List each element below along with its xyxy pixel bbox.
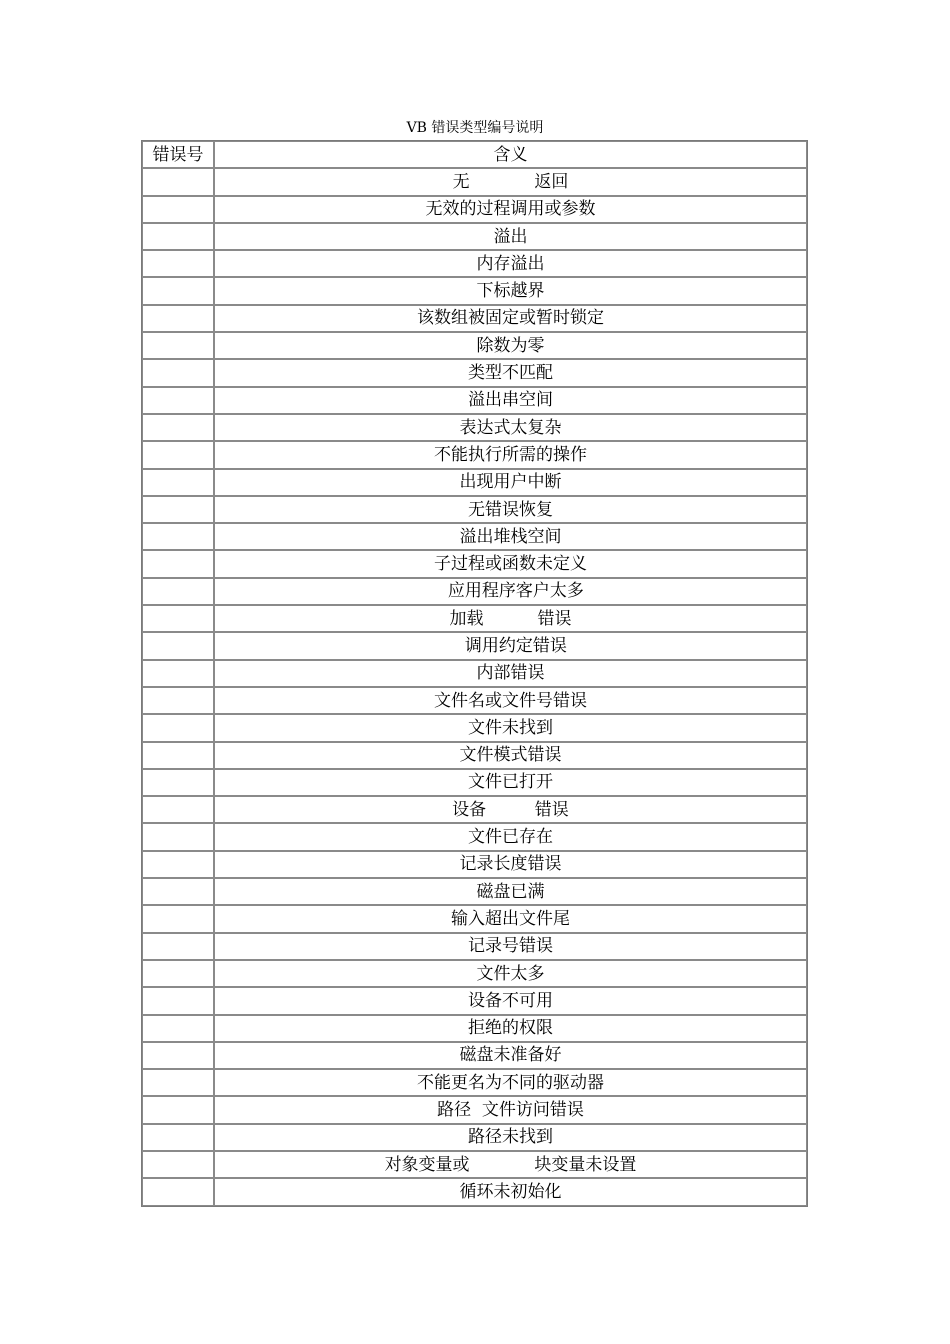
- error-number-cell: [142, 441, 214, 468]
- table-row: [142, 305, 807, 332]
- meaning-cell: 文件已存在: [214, 823, 807, 850]
- table-row: [142, 905, 807, 932]
- meaning-cell: 文件已打开: [214, 769, 807, 796]
- error-number-cell: [142, 714, 214, 741]
- error-number-cell: [142, 332, 214, 359]
- meaning-cell: 出现用户中断: [214, 469, 807, 496]
- table-row: [142, 196, 807, 223]
- table-row: [142, 223, 807, 250]
- meaning-cell: 无 返回: [214, 168, 807, 195]
- meaning-cell: 磁盘未准备好: [214, 1042, 807, 1069]
- meaning-cell: 溢出: [214, 223, 807, 250]
- meaning-cell: 设备 错误: [214, 796, 807, 823]
- meaning-cell: 应用程序客户太多: [214, 578, 807, 605]
- meaning-cell: 文件未找到: [214, 714, 807, 741]
- meaning-cell: 对象变量或 块变量未设置: [214, 1151, 807, 1178]
- meaning-cell: 文件模式错误: [214, 742, 807, 769]
- header-error-number: 错误号: [142, 141, 214, 168]
- table-row: [142, 660, 807, 687]
- meaning-cell: 记录长度错误: [214, 851, 807, 878]
- meaning-cell: 无错误恢复: [214, 496, 807, 523]
- meaning-cell: 文件名或文件号错误: [214, 687, 807, 714]
- error-number-cell: [142, 660, 214, 687]
- meaning-cell: 加载 错误: [214, 605, 807, 632]
- meaning-cell: 输入超出文件尾: [214, 905, 807, 932]
- error-number-cell: [142, 687, 214, 714]
- meaning-cell: 不能执行所需的操作: [214, 441, 807, 468]
- error-number-cell: [142, 414, 214, 441]
- meaning-cell: 下标越界: [214, 277, 807, 304]
- error-number-cell: [142, 1096, 214, 1123]
- meaning-cell: 磁盘已满: [214, 878, 807, 905]
- error-number-cell: [142, 523, 214, 550]
- error-number-cell: [142, 1042, 214, 1069]
- table-row: [142, 933, 807, 960]
- table-row: [142, 769, 807, 796]
- table-row: [142, 387, 807, 414]
- table-row: [142, 441, 807, 468]
- error-code-table: [141, 140, 808, 1207]
- table-row: [142, 632, 807, 659]
- error-number-cell: [142, 933, 214, 960]
- error-number-cell: [142, 851, 214, 878]
- table-row: [142, 605, 807, 632]
- meaning-cell: 除数为零: [214, 332, 807, 359]
- error-number-cell: [142, 305, 214, 332]
- table-row: [142, 1042, 807, 1069]
- table-row: [142, 523, 807, 550]
- meaning-cell: 不能更名为不同的驱动器: [214, 1069, 807, 1096]
- meaning-cell: 路径 文件访问错误: [214, 1096, 807, 1123]
- error-number-cell: [142, 1015, 214, 1042]
- table-row: [142, 960, 807, 987]
- error-number-cell: [142, 578, 214, 605]
- meaning-cell: 文件太多: [214, 960, 807, 987]
- table-header: [142, 141, 807, 168]
- error-number-cell: [142, 769, 214, 796]
- table-row: [142, 550, 807, 577]
- error-number-cell: [142, 796, 214, 823]
- error-number-cell: [142, 632, 214, 659]
- meaning-cell: 调用约定错误: [214, 632, 807, 659]
- error-number-cell: [142, 387, 214, 414]
- meaning-cell: 拒绝的权限: [214, 1015, 807, 1042]
- error-number-cell: [142, 1124, 214, 1151]
- error-number-cell: [142, 250, 214, 277]
- table-row: [142, 1096, 807, 1123]
- meaning-cell: 溢出串空间: [214, 387, 807, 414]
- error-number-cell: [142, 878, 214, 905]
- error-number-cell: [142, 196, 214, 223]
- meaning-cell: 内存溢出: [214, 250, 807, 277]
- table-row: [142, 796, 807, 823]
- meaning-cell: 设备不可用: [214, 987, 807, 1014]
- table-row: [142, 250, 807, 277]
- meaning-cell: 类型不匹配: [214, 359, 807, 386]
- table-row: [142, 332, 807, 359]
- header-meaning: 含义: [214, 141, 807, 168]
- table-row: [142, 1069, 807, 1096]
- meaning-cell: 溢出堆栈空间: [214, 523, 807, 550]
- table-row: [142, 496, 807, 523]
- table-row: [142, 414, 807, 441]
- error-number-cell: [142, 223, 214, 250]
- error-number-cell: [142, 168, 214, 195]
- table-row: [142, 714, 807, 741]
- meaning-cell: 表达式太复杂: [214, 414, 807, 441]
- error-number-cell: [142, 905, 214, 932]
- document-title: VB 错误类型编号说明: [406, 120, 544, 136]
- table-row: [142, 1124, 807, 1151]
- error-number-cell: [142, 823, 214, 850]
- table-row: [142, 168, 807, 195]
- error-number-cell: [142, 469, 214, 496]
- table-row: [142, 277, 807, 304]
- table-row: [142, 1151, 807, 1178]
- error-number-cell: [142, 1178, 214, 1205]
- meaning-cell: 记录号错误: [214, 933, 807, 960]
- meaning-cell: 路径未找到: [214, 1124, 807, 1151]
- error-number-cell: [142, 359, 214, 386]
- error-number-cell: [142, 496, 214, 523]
- table-row: [142, 878, 807, 905]
- table-row: [142, 823, 807, 850]
- table-row: [142, 469, 807, 496]
- table-body: [142, 168, 807, 1205]
- table-header-row: [142, 141, 807, 168]
- error-number-cell: [142, 960, 214, 987]
- error-number-cell: [142, 277, 214, 304]
- table-row: [142, 1015, 807, 1042]
- error-number-cell: [142, 550, 214, 577]
- meaning-cell: 该数组被固定或暂时锁定: [214, 305, 807, 332]
- table-row: [142, 687, 807, 714]
- table-row: [142, 578, 807, 605]
- meaning-cell: 子过程或函数未定义: [214, 550, 807, 577]
- table-row: [142, 987, 807, 1014]
- error-number-cell: [142, 987, 214, 1014]
- table-row: [142, 359, 807, 386]
- error-number-cell: [142, 742, 214, 769]
- table-row: [142, 742, 807, 769]
- meaning-cell: 循环未初始化: [214, 1178, 807, 1205]
- error-number-cell: [142, 1151, 214, 1178]
- meaning-cell: 无效的过程调用或参数: [214, 196, 807, 223]
- table-row: [142, 1178, 807, 1205]
- table-row: [142, 851, 807, 878]
- meaning-cell: 内部错误: [214, 660, 807, 687]
- error-number-cell: [142, 1069, 214, 1096]
- error-number-cell: [142, 605, 214, 632]
